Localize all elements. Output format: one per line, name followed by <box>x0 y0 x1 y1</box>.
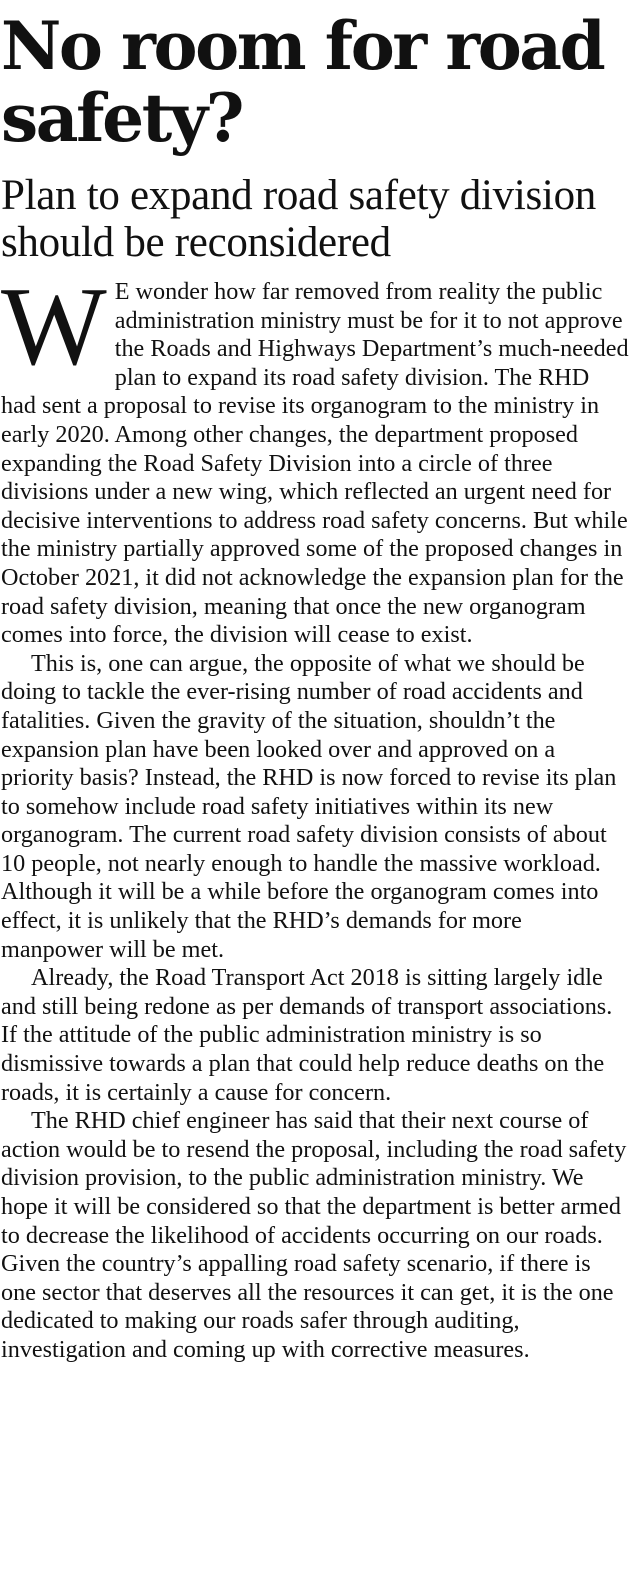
article-body <box>1 265 629 1365</box>
subheadline: Plan to expand road safety division should be reconsidered <box>1 172 596 266</box>
editorial-article <box>0 4 629 1365</box>
drop-cap: W <box>1 265 107 389</box>
paragraph-1 <box>1 265 629 650</box>
paragraph-3: Already, the Road Transport Act 2018 is sitting largely idle and still being redone as per demands of transport associations. If the attitude of the public administration ministry is so dismissive towards a plan that could help reduce deaths on the roads, it is certainly a cause for concern. <box>1 964 613 1106</box>
paragraph-4: The RHD chief engineer has said that their next course of action would be to resend the proposal, including the road safety division provision, to the public administration ministry. We hope it will be considered so that the department is better armed to decrease the likelihood of accidents occurring on our roads. Given the country’s appalling road safety scenario, if there is one sector that deserves all the resources it can get, it is the one dedicated to making our roads safer through auditing, investigation and coming up with corrective measures. <box>1 1107 627 1363</box>
paragraph-1-text: E wonder how far removed from reality the public administration ministry must be for it to not approve the Roads and Highways Department’s much-needed plan to expand its road safety division. The RHD had sent a proposal to revise its organogram to the ministry in early 2020. Among other changes, the department proposed expanding the Road Safety Division into a circle of three divisions under a new wing, which reflected an urgent need for decisive interventions to address road safety concerns. But while the ministry partially approved some of the proposed changes in October 2021, it did not acknowledge the expansion plan for the road safety division, meaning that once the new organogram comes into force, the division will cease to exist. <box>1 278 629 649</box>
headline: No room for road safety? <box>1 7 604 157</box>
paragraph-2: This is, one can argue, the opposite of what we should be doing to tackle the ever-rising number of road accidents and fatalities. Given the gravity of the situation, shouldn’t the expansion plan have been looked over and approved on a priority basis? Instead, the RHD is now forced to revise its plan to somehow include road safety initiatives within its new organogram. The current road safety division consists of about 10 people, not nearly enough to handle the massive workload. Although it will be a while before the organogram comes into effect, it is unlikely that the RHD’s demands for more manpower will be met. <box>1 649 617 963</box>
